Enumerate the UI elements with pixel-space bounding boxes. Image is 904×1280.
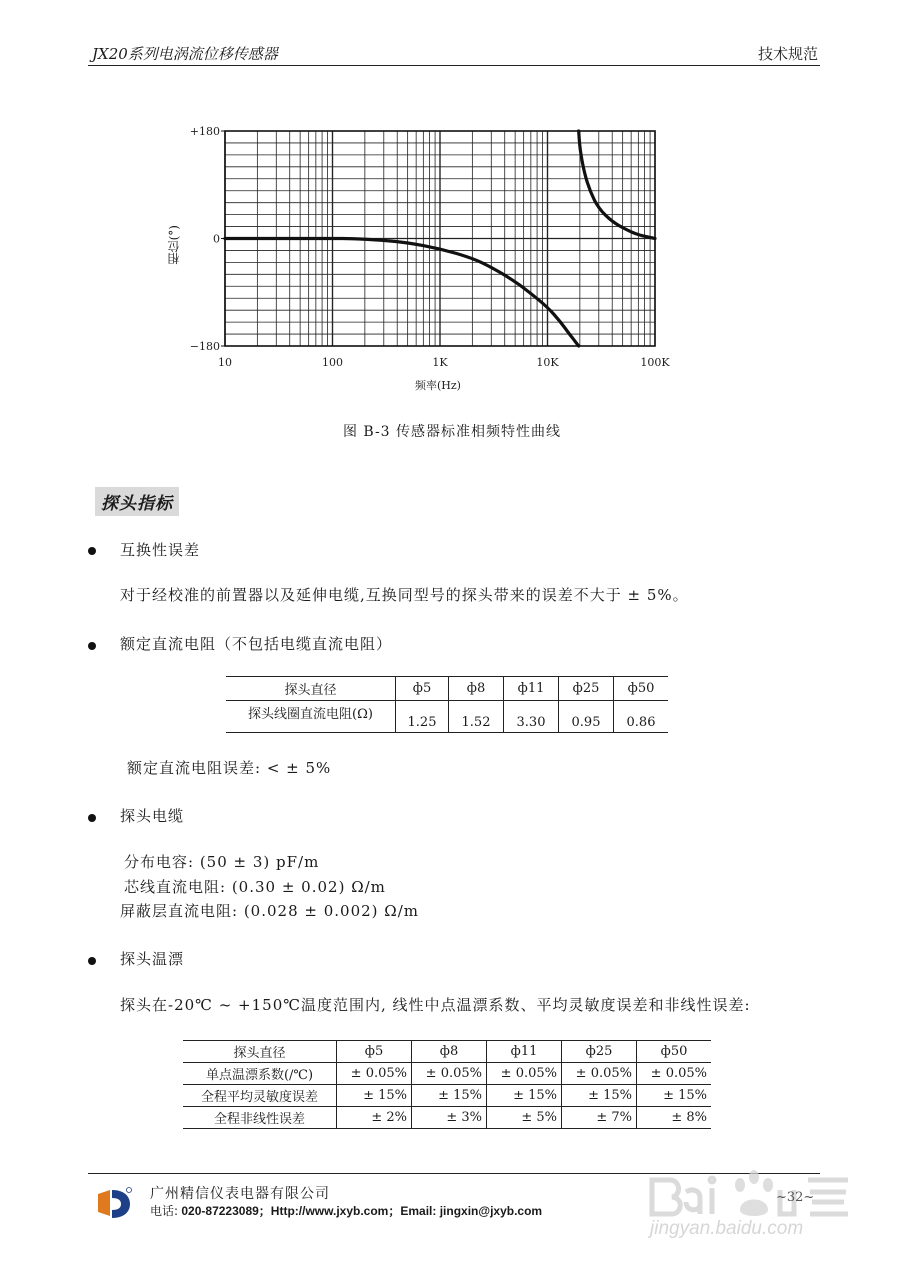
watermark-url: jingyan.baidu.com [650,1218,804,1239]
y-tick-label: −180 [189,340,220,353]
dc-resistance-error: 额定直流电阻误差: < ± 5% [127,759,332,777]
table-header: ф11 [504,677,559,701]
table-cell: ± 0.05% [650,1066,707,1081]
document-title: JX20系列电涡流位移传感器 [92,45,278,63]
cable-capacitance: 分布电容: (50 ± 3) pF/m [124,853,320,871]
x-tick-label: 10 [218,356,232,369]
x-tick-label: 10K [536,356,559,369]
table-cell: 0.86 [626,715,656,730]
x-tick-label: 100 [322,356,343,369]
table-row [183,1107,711,1129]
table-row [226,701,668,733]
table-header: ф5 [396,677,449,701]
company-name: 广州精信仪表电器有限公司 [150,1186,330,1202]
table-header: ф50 [627,681,655,696]
contact-label: 电话: [150,1204,179,1218]
table-cell: 1.25 [396,701,449,733]
row-label: 全程非线性误差 [183,1107,337,1129]
table-cell: ± 8% [671,1110,707,1125]
table-header: ф5 [337,1041,412,1063]
table-cell: ± 7% [562,1107,637,1129]
section-label: 技术规范 [757,45,818,63]
table-header: ф25 [559,677,614,701]
table-cell: 1.52 [449,701,504,733]
page-number: ~32~ [776,1190,815,1205]
table-cell: ± 0.05% [487,1063,562,1085]
section-heading: 探头指标 [95,487,179,516]
table-header: 探头直径 [226,677,396,701]
bullet [88,547,96,555]
phase-frequency-chart [0,0,904,400]
cable-core-resistance: 芯线直流电阻: (0.30 ± 0.02) Ω/m [124,878,386,896]
table-cell: ± 0.05% [412,1063,487,1085]
x-tick-label: 1K [432,356,448,369]
bullet [88,642,96,650]
table-cell: 3.30 [504,701,559,733]
contact-details: 020-87223089；Http://www.jxyb.com；Email: jingxin@jxyb.com [178,1204,543,1218]
table-cell: ± 15% [487,1085,562,1107]
table-cell: ± 15% [412,1085,487,1107]
y-tick-label: 0 [213,232,220,246]
table-cell: ± 0.05% [562,1063,637,1085]
temp-drift-table [183,1040,711,1129]
table-header: ф50 [660,1044,688,1059]
table-cell: ± 15% [337,1085,412,1107]
row-label: 探头线圈直流电阻(Ω) [226,701,396,733]
table-header: ф25 [562,1041,637,1063]
table-row [183,1063,711,1085]
cable-shield-resistance: 屏蔽层直流电阻: (0.028 ± 0.002) Ω/m [120,902,419,920]
y-axis-label: 相位(°) [167,225,181,265]
bullet [88,957,96,965]
x-axis-label: 频率(Hz) [415,379,461,392]
table-row [183,1085,711,1107]
series-line-phase-wrap [579,131,655,239]
table-header: ф8 [412,1041,487,1063]
series-line-phase [225,239,579,347]
temp-drift-heading: 探头温漂 [120,950,185,968]
dc-resistance-heading: 额定直流电阻（不包括电缆直流电阻） [120,635,393,653]
figure-caption: 图 B-3 传感器标准相频特性曲线 [342,424,562,440]
table-cell: ± 15% [562,1085,637,1107]
temp-drift-text: 探头在-20℃ ~ +150℃温度范围内, 线性中点温漂系数、平均灵敏度误差和非线性误差: [120,996,751,1014]
table-header: ф11 [487,1041,562,1063]
table-header: ф8 [449,677,504,701]
company-contact [150,1202,542,1219]
table-cell: ± 15% [663,1088,707,1103]
table-header: 探头直径 [183,1041,337,1063]
table-cell: ± 2% [337,1107,412,1129]
table-cell: ± 3% [412,1107,487,1129]
row-label: 全程平均灵敏度误差 [183,1085,337,1107]
bullet [88,814,96,822]
table-cell: 0.95 [559,701,614,733]
y-tick-label: +180 [189,125,220,138]
table-cell: ± 0.05% [337,1063,412,1085]
row-label: 单点温漂系数(/℃) [183,1063,337,1085]
cable-heading: 探头电缆 [120,807,185,825]
company-logo-icon [96,1186,132,1222]
interchange-heading: 互换性误差 [120,541,201,559]
dc-resistance-table [226,676,668,733]
x-tick-label: 100K [640,356,670,369]
table-cell: ± 5% [487,1107,562,1129]
interchange-text: 对于经校准的前置器以及延伸电缆,互换同型号的探头带来的误差不大于 ± 5%。 [120,586,689,604]
